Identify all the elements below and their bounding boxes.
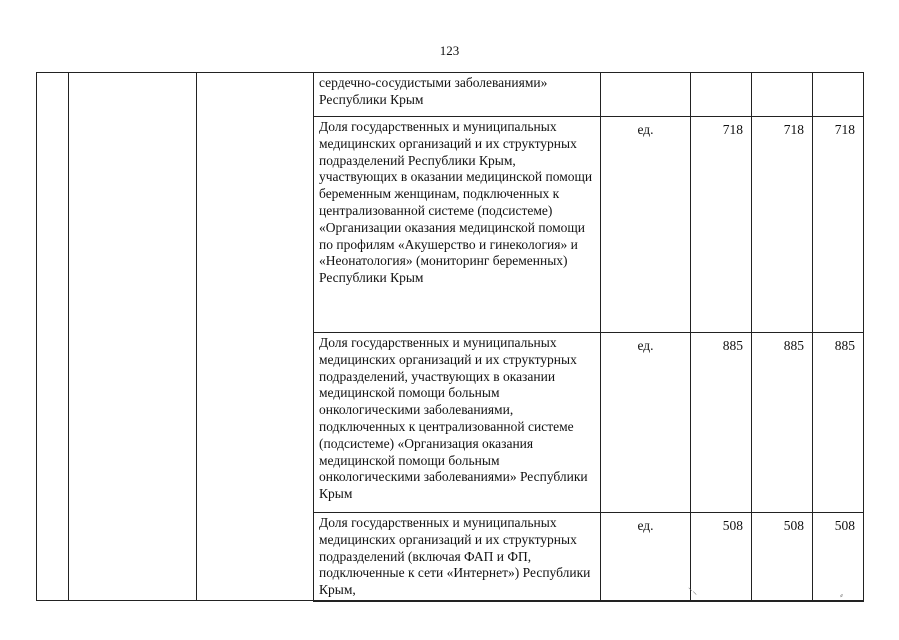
unit-cell: ед. xyxy=(601,513,691,601)
indicator-description: сердечно-сосудистыми заболеваниями» Республики Крым xyxy=(314,73,601,117)
value-cell-year-2: 718 xyxy=(752,117,813,333)
value-cell-year-1 xyxy=(691,73,752,117)
event-cell xyxy=(197,73,314,601)
indicator-description: Доля государственных и муниципальных медицинских организаций и их структурных подразделений, участвующих в оказании медицинской помощи больным онкологическими заболеваниями, подключенных к централизованной системе (подсистеме) «Организация оказания медицинской помощи больным онкологическими заболеваниями» Республики Крым xyxy=(314,333,601,513)
value-cell-year-3 xyxy=(813,73,864,117)
value-cell-year-2 xyxy=(752,73,813,117)
table-row xyxy=(37,73,864,117)
value-cell-year-3: 508 xyxy=(813,513,864,601)
unit-cell: ед. xyxy=(601,333,691,513)
indicator-description: Доля государственных и муниципальных медицинских организаций и их структурных подразделений Республики Крым, участвующих в оказании медицинской помощи беременным женщинам, подключенных к централизованной системе (подсистеме) «Организации оказания медицинской помощи по профилям «Акушерство и гинекология» и «Неонатология» (мониторинг беременных) Республики Крым xyxy=(314,117,601,333)
value-cell-year-2: 508 xyxy=(752,513,813,601)
indicator-description: Доля государственных и муниципальных медицинских организаций и их структурных подразделений (включая ФАП и ФП, подключенные к сети «Интернет») Республики Крым, xyxy=(314,513,601,601)
value-cell-year-3: 885 xyxy=(813,333,864,513)
number-cell xyxy=(37,73,69,601)
scan-artifact: ⸗ xyxy=(840,590,843,600)
value-cell-year-1: 508 xyxy=(691,513,752,601)
value-cell-year-1: 885 xyxy=(691,333,752,513)
indicator-table xyxy=(36,72,864,602)
value-cell-year-3: 718 xyxy=(813,117,864,333)
value-cell-year-1: 718 xyxy=(691,117,752,333)
unit-cell xyxy=(601,73,691,117)
page-number: 123 xyxy=(439,43,460,58)
scan-artifact: ⸌⸜ xyxy=(688,586,698,596)
unit-cell: ед. xyxy=(601,117,691,333)
value-cell-year-2: 885 xyxy=(752,333,813,513)
program-cell xyxy=(69,73,197,601)
